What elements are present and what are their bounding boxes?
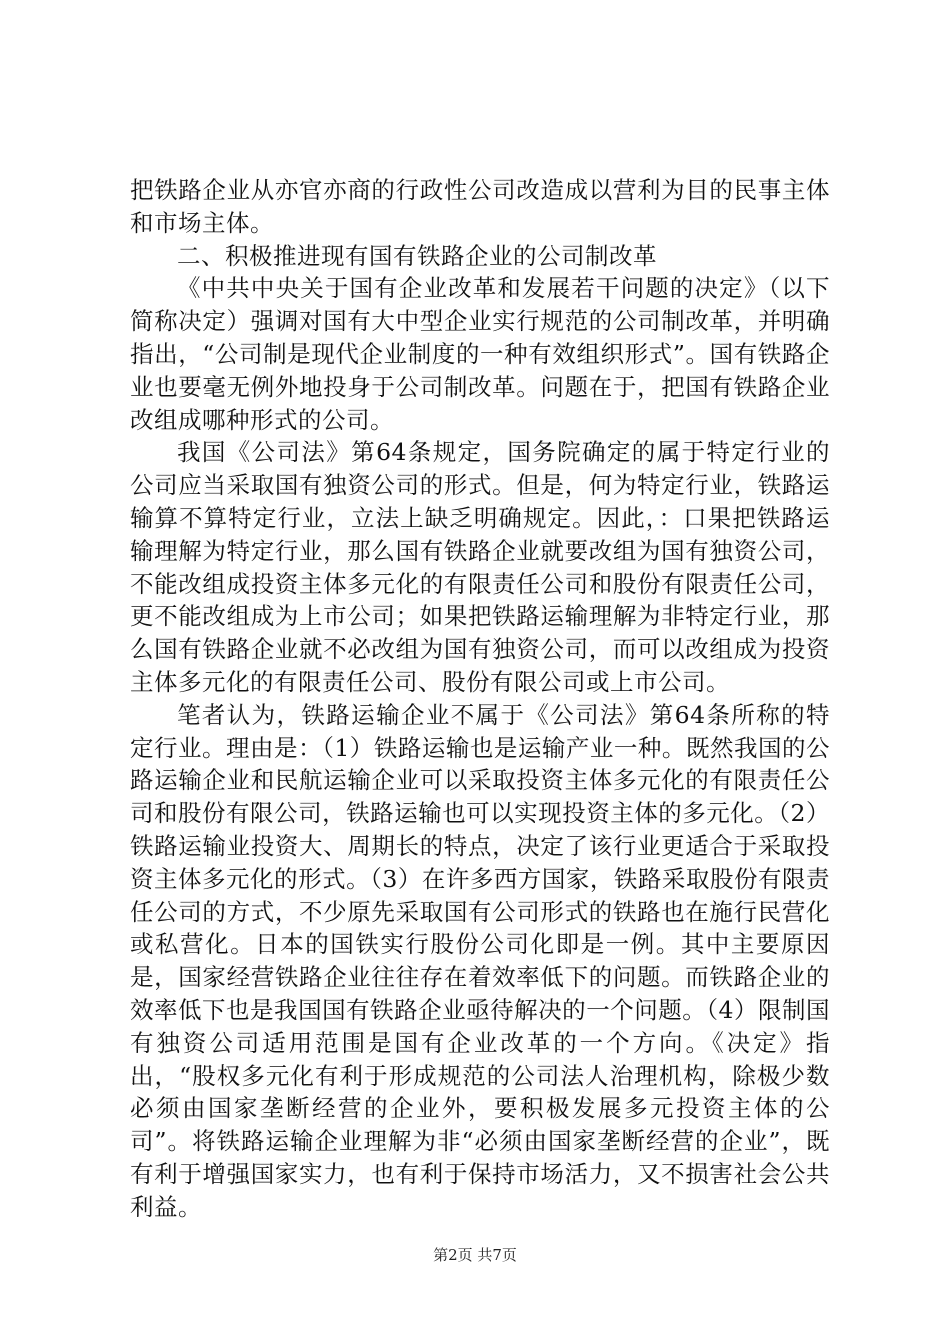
paragraph-2: 《中共中央关于国有企业改革和发展若干问题的决定》（以下简称决定）强调对国有大中型企业实行规范的公司制改革，并明确指出，“公司制是现代企业制度的一种有效组织形式”。国有铁路企业也要毫无例外地投身于公司制改革。问题在于，把国有铁路企业改组成哪种形式的公司。 xyxy=(130,274,830,434)
page-footer: 第2页 共7页 xyxy=(433,1246,517,1264)
paragraph-3: 我国《公司法》第64条规定，国务院确定的属于特定行业的公司应当采取国有独资公司的形式。但是，何为特定行业，铁路运输算不算特定行业，立法上缺乏明确规定。因此，：口果把铁路运输理解为特定行业，那么国有铁路企业就要改组为国有独资公司，不能改组成投资主体多元化的有限责任公司和股份有限责任公司，更不能改组成为上市公司；如果把铁路运输理解为非特定行业，那么国有铁路企业就不必改组为国有独资公司，而可以改组成为投资主体多元化的有限责任公司、股份有限公司或上市公司。 xyxy=(130,438,830,696)
paragraph-4: 笔者认为，铁路运输企业不属于《公司法》第64条所称的特定行业。理由是：（1）铁路运输也是运输产业一种。既然我国的公路运输企业和民航运输企业可以采取投资主体多元化的有限责任公司和股份有限公司，铁路运输也可以实现投资主体的多元化。（2）铁路运输业投资大、周期长的特点，决定了该行业更适合于采取投资主体多元化的形式。（3）在许多西方国家，铁路采取股份有限责任公司的方式，不少原先采取国有公司形式的铁路也在施行民营化或私营化。日本的国铁实行股份公司化即是一例。其中主要原因是，国家经营铁路企业往往存在着效率低下的问题。而铁路企业的效率低下也是我国国有铁路企业亟待解决的一个问题。（4）限制国有独资公司适用范围是国有企业改革的一个方向。《决定》指出，“股权多元化有利于形成规范的公司法人治理机构，除极少数必须由国家垄断经营的企业外，要积极发展多元投资主体的公司”。将铁路运输企业理解为非“必须由国家垄断经营的企业”，既有利于增强国家实力，也有利于保持市场活力，又不损害社会公共利益。 xyxy=(130,700,830,1221)
document-body xyxy=(130,174,830,1224)
section-heading: 二、积极推进现有国有铁路企业的公司制改革 xyxy=(177,241,657,270)
paragraph-1: 把铁路企业从亦官亦商的行政性公司改造成以营利为目的民事主体和市场主体。 xyxy=(130,176,830,237)
